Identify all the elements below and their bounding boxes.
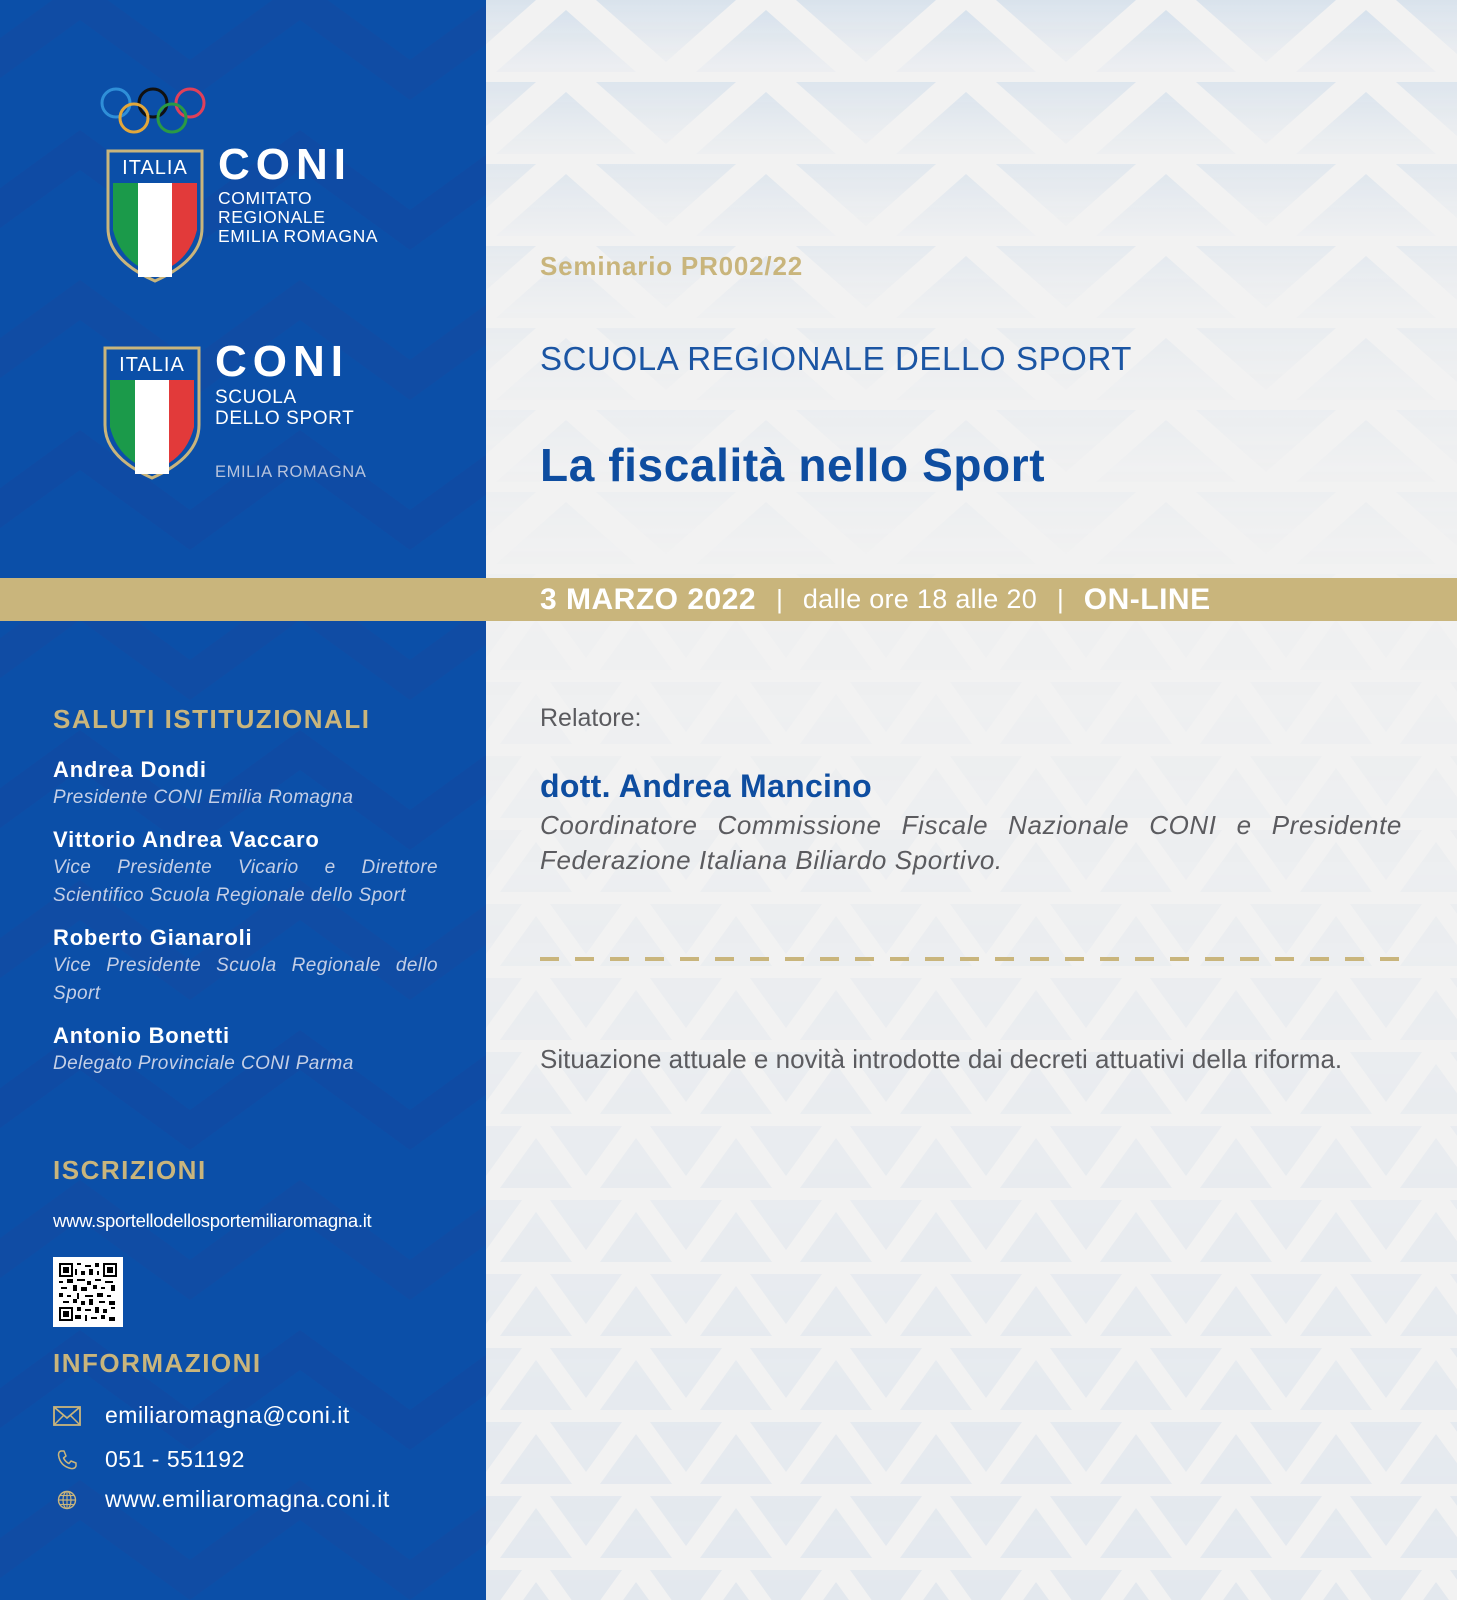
contact-website[interactable]: www.emiliaromagna.coni.it — [53, 1486, 390, 1513]
event-time: dalle ore 18 alle 20 — [802, 584, 1038, 614]
person-item: Vittorio Andrea Vaccaro Vice Presidente Vicario e Direttore Scientifico Scuola Regionale dello Sport — [53, 827, 438, 906]
olympic-rings-icon — [100, 86, 210, 138]
italia-shield-icon — [105, 148, 205, 284]
dashed-divider — [540, 957, 1402, 961]
registration-link[interactable]: www.sportellodellosportemiliaromagna.it — [53, 1210, 372, 1231]
speaker-role: Coordinatore Commissione Fiscale Nazionale CONI e Presidente Federazione Italiana Biliardo Sportivo. — [540, 810, 1402, 875]
contact-email[interactable]: emiliaromagna@coni.it — [53, 1402, 350, 1429]
coni-subtitle: SCUOLA DELLO SPORT — [215, 387, 355, 429]
greetings-title: SALUTI ISTITUZIONALI — [53, 704, 371, 734]
speaker-label: Relatore: — [540, 704, 642, 732]
seminar-code: Seminario PR002/22 — [540, 251, 803, 281]
svg-text:ITALIA: ITALIA — [119, 354, 185, 376]
coni-regional-committee-logo — [100, 86, 400, 286]
page-title: La fiscalità nello Sport — [540, 439, 1046, 491]
coni-subtitle: COMITATO REGIONALE EMILIA ROMAGNA — [218, 188, 379, 246]
event-mode: ON-LINE — [1083, 582, 1211, 616]
information-title: INFORMAZIONI — [53, 1348, 262, 1378]
contact-phone[interactable]: 051 - 551192 — [53, 1446, 245, 1473]
svg-text:ITALIA: ITALIA — [122, 157, 188, 179]
coni-sport-school-logo — [100, 337, 400, 505]
person-item: Roberto Gianaroli Vice Presidente Scuola Regionale dello Sport — [53, 925, 438, 1004]
coni-region: EMILIA ROMAGNA — [215, 463, 367, 481]
event-band — [0, 578, 1457, 621]
left-panel — [0, 0, 486, 1600]
separator: | — [776, 584, 783, 614]
event-date: 3 MARZO 2022 — [540, 582, 757, 616]
coni-wordmark: CONI — [218, 140, 352, 189]
speaker-name: dott. Andrea Mancino — [540, 768, 872, 804]
coni-wordmark: CONI — [215, 337, 349, 386]
envelope-icon — [53, 1404, 81, 1428]
registration-title: ISCRIZIONI — [53, 1155, 207, 1185]
qr-code-icon[interactable] — [53, 1257, 123, 1327]
person-item: Andrea Dondi Presidente CONI Emilia Romagna — [53, 757, 354, 808]
globe-icon — [53, 1488, 81, 1512]
seminar-description: Situazione attuale e novità introdotte dai decreti attuativi della riforma. — [540, 1044, 1343, 1074]
school-title: SCUOLA REGIONALE DELLO SPORT — [540, 340, 1133, 377]
phone-icon — [53, 1448, 81, 1472]
person-item: Antonio Bonetti Delegato Provinciale CONI Parma — [53, 1023, 354, 1074]
italia-shield-icon — [102, 345, 202, 481]
separator: | — [1057, 584, 1064, 614]
